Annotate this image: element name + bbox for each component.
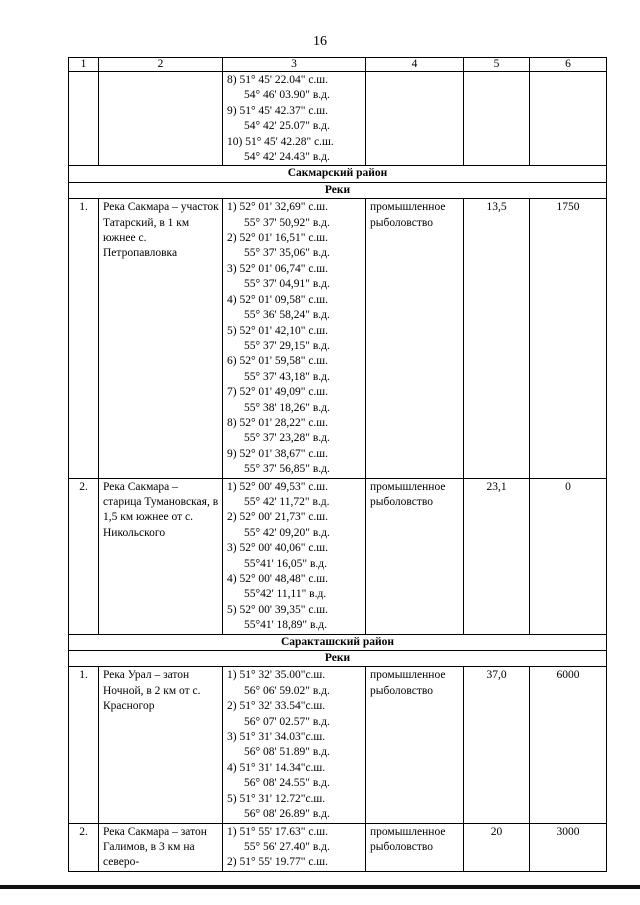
coordinate-line: 54° 42' 24.43" в.д.	[244, 151, 330, 164]
coordinate-line: 4) 51° 31' 14.34"с.ш.	[227, 761, 326, 774]
volume-value: 0	[530, 478, 607, 634]
water-body-name: Река Сакмара – затон Галимов, в 3 км на северо-	[99, 823, 223, 871]
column-header: 6	[530, 58, 607, 72]
coordinate-line: 10) 51° 45' 42.28" с.ш.	[227, 135, 334, 148]
coordinates-cell	[223, 478, 366, 634]
coordinate-line: 55° 42' 11,72" в.д.	[244, 495, 330, 508]
coordinate-line: 3) 52° 01' 06,74" с.ш.	[227, 262, 329, 275]
coordinate-line: 55°41' 18,89" в.д.	[244, 619, 328, 632]
coordinate-line: 55° 36' 58,24" в.д.	[244, 309, 330, 322]
coordinate-line: 1) 52° 00' 49,53" с.ш.	[227, 480, 329, 493]
coordinate-line: 55° 42' 09,20" в.д.	[244, 526, 330, 539]
water-body-name: Река Сакмара – старица Тумановская, в 1,5 км южнее от с. Никольского	[99, 478, 223, 634]
coordinate-line: 2) 52° 00' 21,73" с.ш.	[227, 511, 329, 524]
column-header: 4	[366, 58, 464, 72]
volume-value: 3000	[530, 823, 607, 871]
coordinate-line: 56° 08' 24.55" в.д.	[244, 777, 330, 790]
row-number: 1.	[69, 199, 99, 478]
water-type-heading: Реки	[69, 651, 607, 667]
area-value: 23,1	[464, 478, 530, 634]
district-heading-row	[69, 166, 607, 182]
table-row	[69, 478, 607, 634]
coordinate-line: 55°41' 16,05" в.д.	[244, 557, 328, 570]
coordinate-line: 2) 51° 55' 19.77" с.ш.	[227, 856, 329, 869]
coordinate-line: 8) 51° 45' 22.04" с.ш.	[227, 74, 329, 86]
bottom-divider	[0, 885, 640, 889]
coordinates-cell	[223, 667, 366, 823]
coordinate-line: 2) 51° 32' 33.54"с.ш.	[227, 700, 326, 713]
coordinate-line: 1) 51° 55' 17.63" с.ш.	[227, 825, 329, 838]
coordinate-line: 4) 52° 01' 09,58" с.ш.	[227, 293, 329, 306]
usage-purpose: промышленное рыболовство	[366, 199, 464, 478]
water-type-heading: Реки	[69, 182, 607, 198]
coordinate-line: 55° 37' 50,92" в.д.	[244, 216, 330, 229]
coordinates-cell	[223, 823, 366, 871]
coordinate-line: 55°42' 11,11" в.д.	[244, 588, 327, 601]
water-body-name: Река Сакмара – участок Татарский, в 1 км южнее с. Петропавловка	[99, 199, 223, 478]
coordinate-line: 55° 37' 29,15" в.д.	[244, 339, 330, 352]
usage-purpose: промышленное рыболовство	[366, 478, 464, 634]
coordinate-line: 54° 42' 25.07" в.д.	[244, 120, 330, 133]
coordinate-line: 55° 37' 23,28" в.д.	[244, 432, 330, 445]
coordinate-line: 7) 52° 01' 49,09" с.ш.	[227, 386, 329, 399]
coordinate-line: 55° 37' 56,85" в.д.	[244, 463, 330, 476]
coordinate-line: 5) 51° 31' 12.72"с.ш.	[227, 792, 326, 805]
district-heading: Саракташский район	[69, 634, 607, 650]
coordinate-line: 55° 37' 04,91" в.д.	[244, 278, 330, 291]
column-header: 5	[464, 58, 530, 72]
table-row	[69, 823, 607, 871]
area-value: 37,0	[464, 667, 530, 823]
fishing-areas-table	[68, 57, 607, 872]
column-header: 3	[223, 58, 366, 72]
table-row	[69, 667, 607, 823]
continuation-row	[69, 72, 607, 166]
coordinate-line: 56° 08' 51.89" в.д.	[244, 746, 330, 759]
coordinate-line: 1) 51° 32' 35.00"с.ш.	[227, 669, 326, 682]
volume-value: 6000	[530, 667, 607, 823]
coordinate-line: 1) 52° 01' 32,69" с.ш.	[227, 201, 329, 214]
coordinate-line: 55° 37' 43,18" в.д.	[244, 370, 330, 383]
volume-value: 1750	[530, 199, 607, 478]
subheading-row	[69, 182, 607, 198]
coordinate-line: 9) 52° 01' 38,67" с.ш.	[227, 447, 329, 460]
coordinate-line: 54° 46' 03.90" в.д.	[244, 89, 330, 102]
table-body	[69, 72, 607, 872]
subheading-row	[69, 651, 607, 667]
column-header: 1	[69, 58, 99, 72]
coordinate-line: 3) 51° 31' 34.03"с.ш.	[227, 731, 326, 744]
coordinate-line: 5) 52° 00' 39,35" с.ш.	[227, 603, 329, 616]
coordinate-line: 55° 38' 18,26" в.д.	[244, 401, 330, 414]
column-number-row	[69, 58, 607, 72]
coordinate-line: 55° 37' 35,06" в.д.	[244, 247, 330, 260]
column-header: 2	[99, 58, 223, 72]
coordinate-line: 8) 52° 01' 28,22" с.ш.	[227, 416, 329, 429]
district-heading: Сакмарский район	[69, 166, 607, 182]
coordinates-cell	[223, 72, 366, 166]
usage-purpose: промышленное рыболовство	[366, 823, 464, 871]
coordinate-line: 6) 52° 01' 59,58" с.ш.	[227, 355, 329, 368]
coordinate-line: 55° 56' 27.40" в.д.	[244, 840, 330, 853]
coordinate-line: 56° 06' 59.02" в.д.	[244, 684, 330, 697]
coordinate-line: 56° 08' 26.89" в.д.	[244, 808, 330, 821]
row-number: 2.	[69, 823, 99, 871]
area-value: 13,5	[464, 199, 530, 478]
area-value: 20	[464, 823, 530, 871]
usage-purpose: промышленное рыболовство	[366, 667, 464, 823]
coordinates-cell	[223, 199, 366, 478]
row-number: 1.	[69, 667, 99, 823]
coordinate-line: 56° 07' 02.57" в.д.	[244, 715, 330, 728]
water-body-name: Река Урал – затон Ночной, в 2 км от с. Красногор	[99, 667, 223, 823]
coordinate-line: 3) 52° 00' 40,06" с.ш.	[227, 542, 329, 555]
row-number: 2.	[69, 478, 99, 634]
coordinate-line: 5) 52° 01' 42,10" с.ш.	[227, 324, 329, 337]
table-row	[69, 199, 607, 478]
coordinate-line: 2) 52° 01' 16,51" с.ш.	[227, 232, 329, 245]
district-heading-row	[69, 634, 607, 650]
coordinate-line: 4) 52° 00' 48,48" с.ш.	[227, 573, 329, 585]
page-number: 16	[313, 34, 327, 49]
coordinate-line: 9) 51° 45' 42.37" с.ш.	[227, 104, 329, 117]
